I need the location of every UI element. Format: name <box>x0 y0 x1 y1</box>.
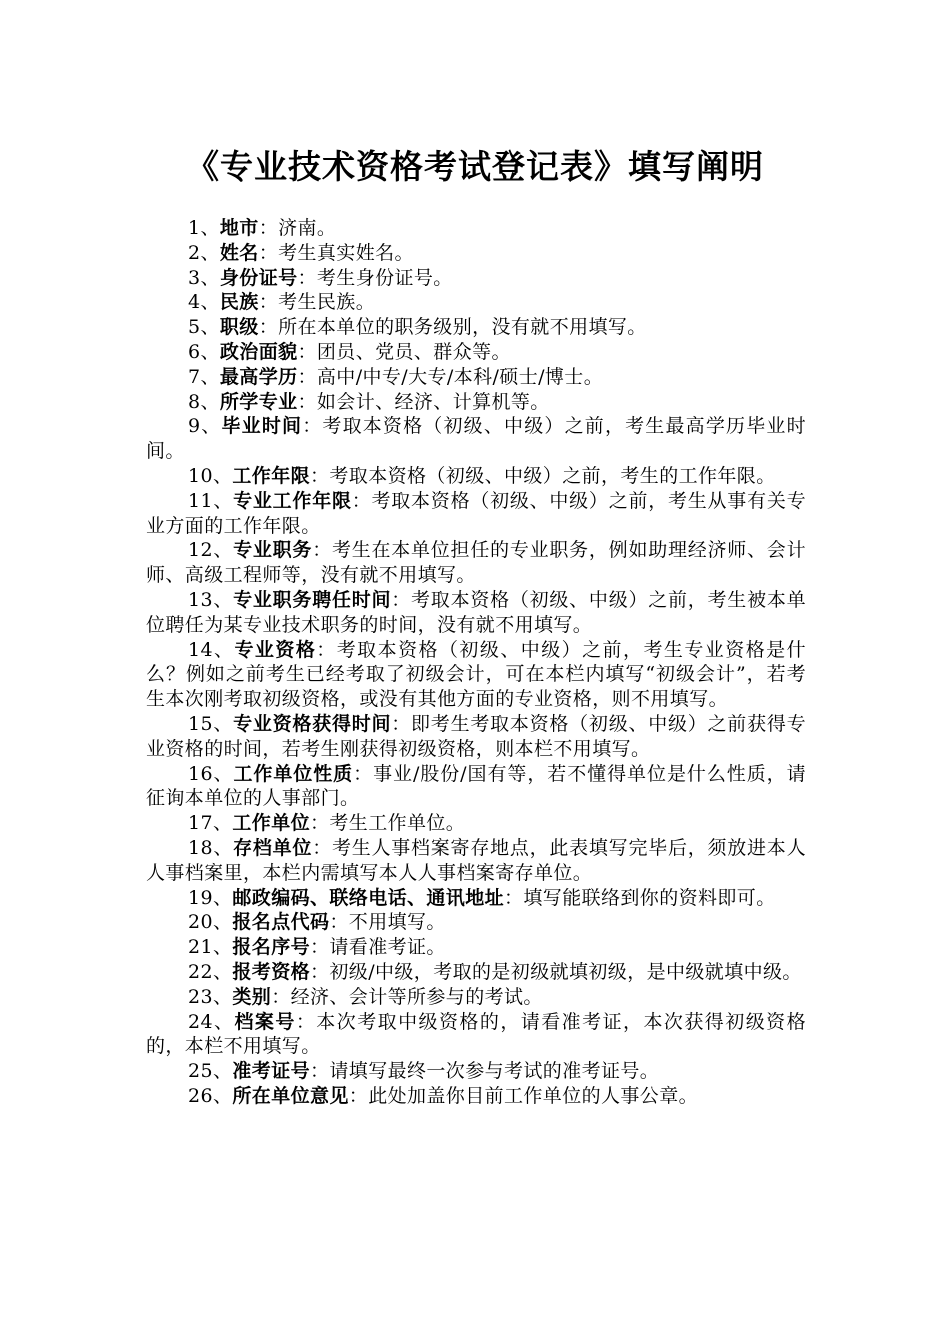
item-number: 25、 <box>188 1060 233 1083</box>
instruction-item <box>146 985 806 1010</box>
instruction-item <box>146 836 806 886</box>
instruction-item <box>146 960 806 985</box>
item-label: 专业职务聘任时间 <box>233 588 392 611</box>
item-label: 报考资格 <box>232 960 310 983</box>
item-description: ：请填写最终一次参与考试的准考证号。 <box>310 1060 660 1083</box>
item-label: 报名序号 <box>232 936 310 959</box>
instruction-item <box>146 762 806 812</box>
item-description: ：考生工作单位。 <box>310 812 466 835</box>
item-label: 专业职务 <box>233 539 313 562</box>
item-number: 26、 <box>188 1084 233 1107</box>
item-label: 档案号 <box>234 1010 296 1033</box>
instruction-item <box>146 390 806 415</box>
document-title: 《专业技术资格考试登记表》填写阐明 <box>186 147 764 186</box>
item-number: 24、 <box>188 1010 235 1033</box>
item-label: 政治面貌 <box>219 340 298 363</box>
item-description: ：填写能联络到你的资料即可。 <box>504 886 776 909</box>
item-description: ：考取本资格（初级、中级）之前，考生最高学历毕业时间。 <box>146 415 806 463</box>
instruction-item <box>146 910 806 935</box>
item-description: ：不用填写。 <box>329 911 446 934</box>
instruction-item <box>146 216 806 241</box>
item-label: 报名点代码 <box>232 911 330 934</box>
item-description: ：济南。 <box>258 217 337 239</box>
item-description: ：考生民族。 <box>258 291 376 314</box>
item-description: ：初级/中级，考取的是初级就填初级，是中级就填中级。 <box>310 960 802 983</box>
item-number: 20、 <box>188 911 233 934</box>
item-label: 姓名 <box>219 241 259 264</box>
item-number: 10、 <box>188 464 233 487</box>
item-number: 5、 <box>188 316 220 339</box>
instruction-item <box>146 538 806 588</box>
instruction-item <box>146 1059 806 1084</box>
instruction-list <box>146 216 806 1109</box>
item-label: 专业资格获得时间 <box>233 712 392 735</box>
instruction-item <box>146 464 806 489</box>
item-number: 1、 <box>188 217 220 239</box>
item-number: 21、 <box>188 936 233 959</box>
item-label: 专业工作年限 <box>233 489 352 512</box>
item-number: 18、 <box>188 836 234 859</box>
item-description: ：请看准考证。 <box>310 936 446 959</box>
item-number: 4、 <box>188 291 220 314</box>
item-number: 7、 <box>188 365 220 388</box>
item-description: ：事业/股份/国有等，若不懂得单位是什么性质，请征询本单位的人事部门。 <box>146 762 806 810</box>
instruction-item <box>146 340 806 365</box>
item-label: 工作年限 <box>232 464 310 487</box>
instruction-item <box>146 886 806 911</box>
instruction-item <box>146 1084 806 1109</box>
instruction-item <box>146 290 806 315</box>
item-label: 最高学历 <box>219 365 298 388</box>
item-number: 2、 <box>188 241 220 264</box>
item-label: 工作单位性质 <box>233 762 354 785</box>
instruction-item <box>146 712 806 762</box>
item-label: 准考证号 <box>232 1060 310 1083</box>
item-label: 类别 <box>232 985 272 1008</box>
instruction-item <box>146 241 806 266</box>
item-description: ：如会计、经济、计算机等。 <box>297 390 550 413</box>
instruction-item <box>146 489 806 539</box>
item-description: ：考生真实姓名。 <box>258 241 414 264</box>
item-description: ：考生身份证号。 <box>297 266 453 289</box>
instruction-item <box>146 1010 806 1060</box>
item-description: ：所在本单位的职务级别，没有就不用填写。 <box>258 316 647 339</box>
instruction-item <box>146 315 806 340</box>
item-description: ：考取本资格（初级、中级）之前，考生被本单位聘任为某专业技术职务的时间，没有就不用填写。 <box>146 588 807 636</box>
item-number: 13、 <box>188 588 234 611</box>
item-number: 12、 <box>188 539 234 562</box>
item-number: 9、 <box>188 415 222 438</box>
item-description: ：即考生考取本资格（初级、中级）之前获得专业资格的时间，若考生刚获得初级资格，则本栏不用填写。 <box>146 712 807 760</box>
item-number: 15、 <box>188 712 234 735</box>
item-number: 11、 <box>188 489 234 512</box>
item-number: 3、 <box>188 266 220 289</box>
item-description: ：此处加盖你目前工作单位的人事公章。 <box>348 1084 698 1107</box>
item-number: 8、 <box>188 390 220 413</box>
item-label: 所学专业 <box>219 390 298 413</box>
item-description: ：考取本资格（初级、中级）之前，考生的工作年限。 <box>310 464 776 487</box>
instruction-item <box>146 266 806 291</box>
item-number: 16、 <box>188 762 234 785</box>
item-label: 所在单位意见 <box>232 1084 349 1107</box>
item-label: 身份证号 <box>219 266 298 289</box>
item-number: 17、 <box>188 812 233 835</box>
item-label: 地市 <box>219 217 259 239</box>
instruction-item <box>146 365 806 390</box>
item-number: 22、 <box>188 960 233 983</box>
instruction-item <box>146 935 806 960</box>
item-description: ：考取本资格（初级、中级）之前，考生从事有关专业方面的工作年限。 <box>146 489 807 537</box>
item-label: 工作单位 <box>232 812 310 835</box>
item-description: ：高中/中专/大专/本科/硕士/博士。 <box>297 365 604 388</box>
item-description: ：考生在本单位担任的专业职务，例如助理经济师、会计师、高级工程师等，没有就不用填写。 <box>146 539 806 587</box>
item-number: 23、 <box>188 985 233 1008</box>
item-label: 专业资格 <box>234 638 317 661</box>
instruction-item <box>146 414 806 464</box>
item-description: ：考取本资格（初级、中级）之前，考生专业资格是什么？例如之前考生已经考取了初级会计，可在本栏内填写“初级会计”，若考生本次刚考取初级资格，或没有其他方面的专业资格，则不用填写。 <box>146 638 806 711</box>
item-number: 14、 <box>188 638 235 661</box>
item-label: 存档单位 <box>233 836 313 859</box>
item-number: 19、 <box>188 886 233 909</box>
item-description: ：经济、会计等所参与的考试。 <box>271 985 543 1008</box>
item-label: 民族 <box>219 291 259 314</box>
item-label: 邮政编码、联络电话、通讯地址 <box>232 886 504 909</box>
instruction-item <box>146 638 806 712</box>
item-description: ：考生人事档案寄存地点，此表填写完毕后，须放进本人人事档案里，本栏内需填写本人人事档案寄存单位。 <box>146 836 806 884</box>
item-label: 职级 <box>219 316 259 339</box>
item-label: 毕业时间 <box>221 415 303 438</box>
instruction-item <box>146 588 806 638</box>
item-description: ：团员、党员、群众等。 <box>297 340 511 363</box>
instruction-item <box>146 811 806 836</box>
item-number: 6、 <box>188 340 220 363</box>
item-description: ：本次考取中级资格的，请看准考证，本次获得初级资格的，本栏不用填写。 <box>146 1010 806 1058</box>
